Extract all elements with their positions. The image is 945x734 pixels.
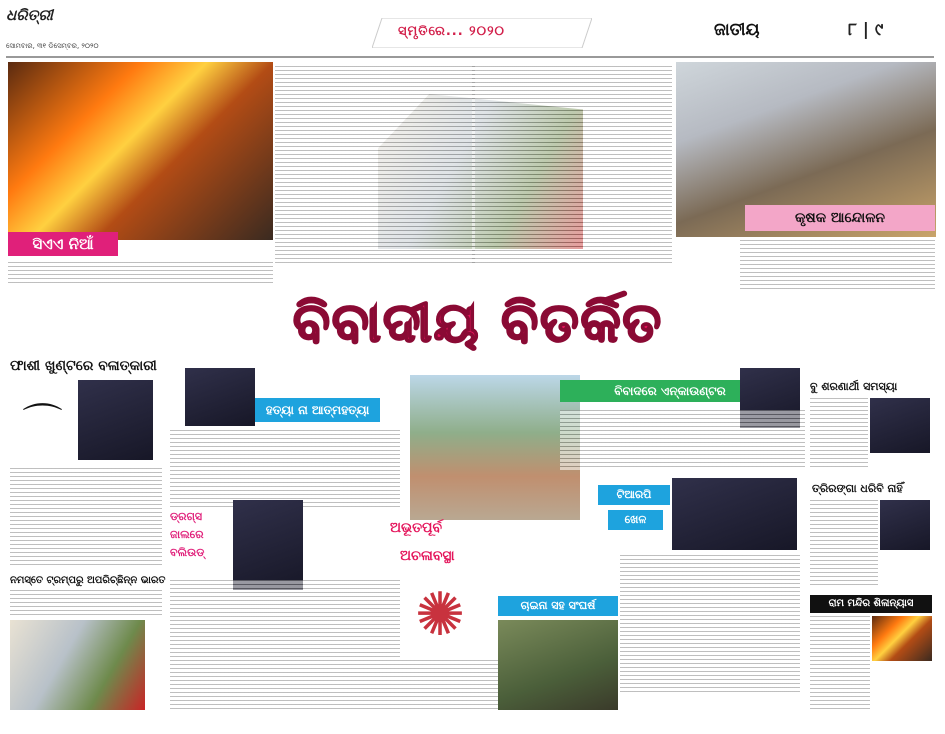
sushant-photo bbox=[185, 368, 255, 426]
trp-body-text bbox=[620, 555, 800, 695]
refugee-photo bbox=[870, 398, 930, 453]
hanging-headline: ଫାଶୀ ଖୁଣ୍ଟରେ ବଳାତ୍କାରୀ bbox=[10, 358, 157, 374]
trp-photo bbox=[672, 478, 797, 550]
mandir-photo bbox=[872, 616, 932, 661]
caa-headline: ସିଏଏ ନିଆଁ bbox=[8, 232, 118, 256]
encounter-body-text bbox=[560, 410, 805, 470]
dateline: ସୋମବାର, ୩୧ ଡିସେମ୍ବର, ୨୦୨୦ bbox=[6, 42, 99, 50]
mandir-body-text bbox=[810, 616, 870, 711]
sushant-body-text bbox=[170, 430, 400, 510]
virus-icon: ✺ bbox=[414, 580, 466, 650]
trump-photo bbox=[10, 620, 145, 710]
main-headline: ବିବାଦୀୟ ବିତର୍କିତ bbox=[293, 290, 663, 354]
section-title: ଜାତୀୟ bbox=[714, 20, 760, 40]
mandir-headline: ରାମ ମନ୍ଦିର ଶିଳାନ୍ୟାସ bbox=[810, 595, 932, 613]
drugs-actress-photo bbox=[233, 500, 303, 590]
tiranga-body-text bbox=[810, 500, 878, 585]
drugs-headline-3: ବଲିଉଡ୍ bbox=[170, 546, 205, 559]
tiranga-photo bbox=[880, 500, 930, 550]
china-headline: ଚାଇନା ସହ ସଂଘର୍ଷ bbox=[498, 596, 618, 616]
drugs-body-text bbox=[170, 580, 400, 710]
migrant-photo bbox=[410, 375, 580, 520]
newspaper-logo: ଧରିତ୍ରୀ bbox=[6, 6, 53, 24]
top-center-text-left bbox=[275, 66, 475, 266]
caa-body-text bbox=[8, 262, 273, 286]
drugs-headline-2: ଜାଲରେ bbox=[170, 528, 204, 541]
farmers-body-text bbox=[740, 240, 935, 290]
caa-riot-photo bbox=[8, 62, 273, 240]
drugs-headline-1: ଡ୍ରଗ୍ସ bbox=[170, 510, 203, 523]
trump-headline: ନମସ୍ତେ ଟ୍ରମ୍ପରୁ ଅପରିଚ୍ଛିନ୍ନ ଭାରତ bbox=[10, 575, 166, 586]
farmers-headline: କୃଷକ ଆନ୍ଦୋଳନ bbox=[745, 205, 935, 231]
china-army-photo bbox=[498, 620, 618, 710]
trp-headline-1: ଟିଆରପି bbox=[598, 485, 670, 505]
refugee-body-text bbox=[810, 398, 868, 468]
page-number: ୮ | ୯ bbox=[848, 20, 884, 40]
top-center-text-right bbox=[472, 66, 672, 266]
divider bbox=[6, 56, 934, 58]
encounter-headline: ବିବାଦରେ ଏନ୍‌କାଉଣ୍ଟର bbox=[560, 380, 780, 402]
lockdown-headline-1: ଅଭୂତପୂର୍ବ bbox=[390, 520, 443, 536]
tiranga-headline: ତ୍ରିରଙ୍ଗା ଧରିବି ନାହିଁ bbox=[812, 482, 903, 495]
refugee-headline: ବୁ ଶରଣାର୍ଥୀ ସମସ୍ୟା bbox=[810, 380, 898, 393]
hanging-body-text bbox=[10, 468, 162, 566]
convicts-photo bbox=[78, 380, 153, 460]
year-banner: ସ୍ମୃତିରେ... ୨୦୨୦ bbox=[398, 24, 505, 39]
trump-body-text bbox=[10, 590, 162, 618]
noose-icon: ⌒ bbox=[22, 400, 63, 447]
trp-headline-2: ଖେଳ bbox=[608, 510, 663, 530]
lockdown-headline-2: ଅଚଳାବସ୍ଥା bbox=[400, 548, 455, 564]
sushant-headline: ହତ୍ୟା ନା ଆତ୍ମହତ୍ୟା bbox=[255, 398, 380, 422]
